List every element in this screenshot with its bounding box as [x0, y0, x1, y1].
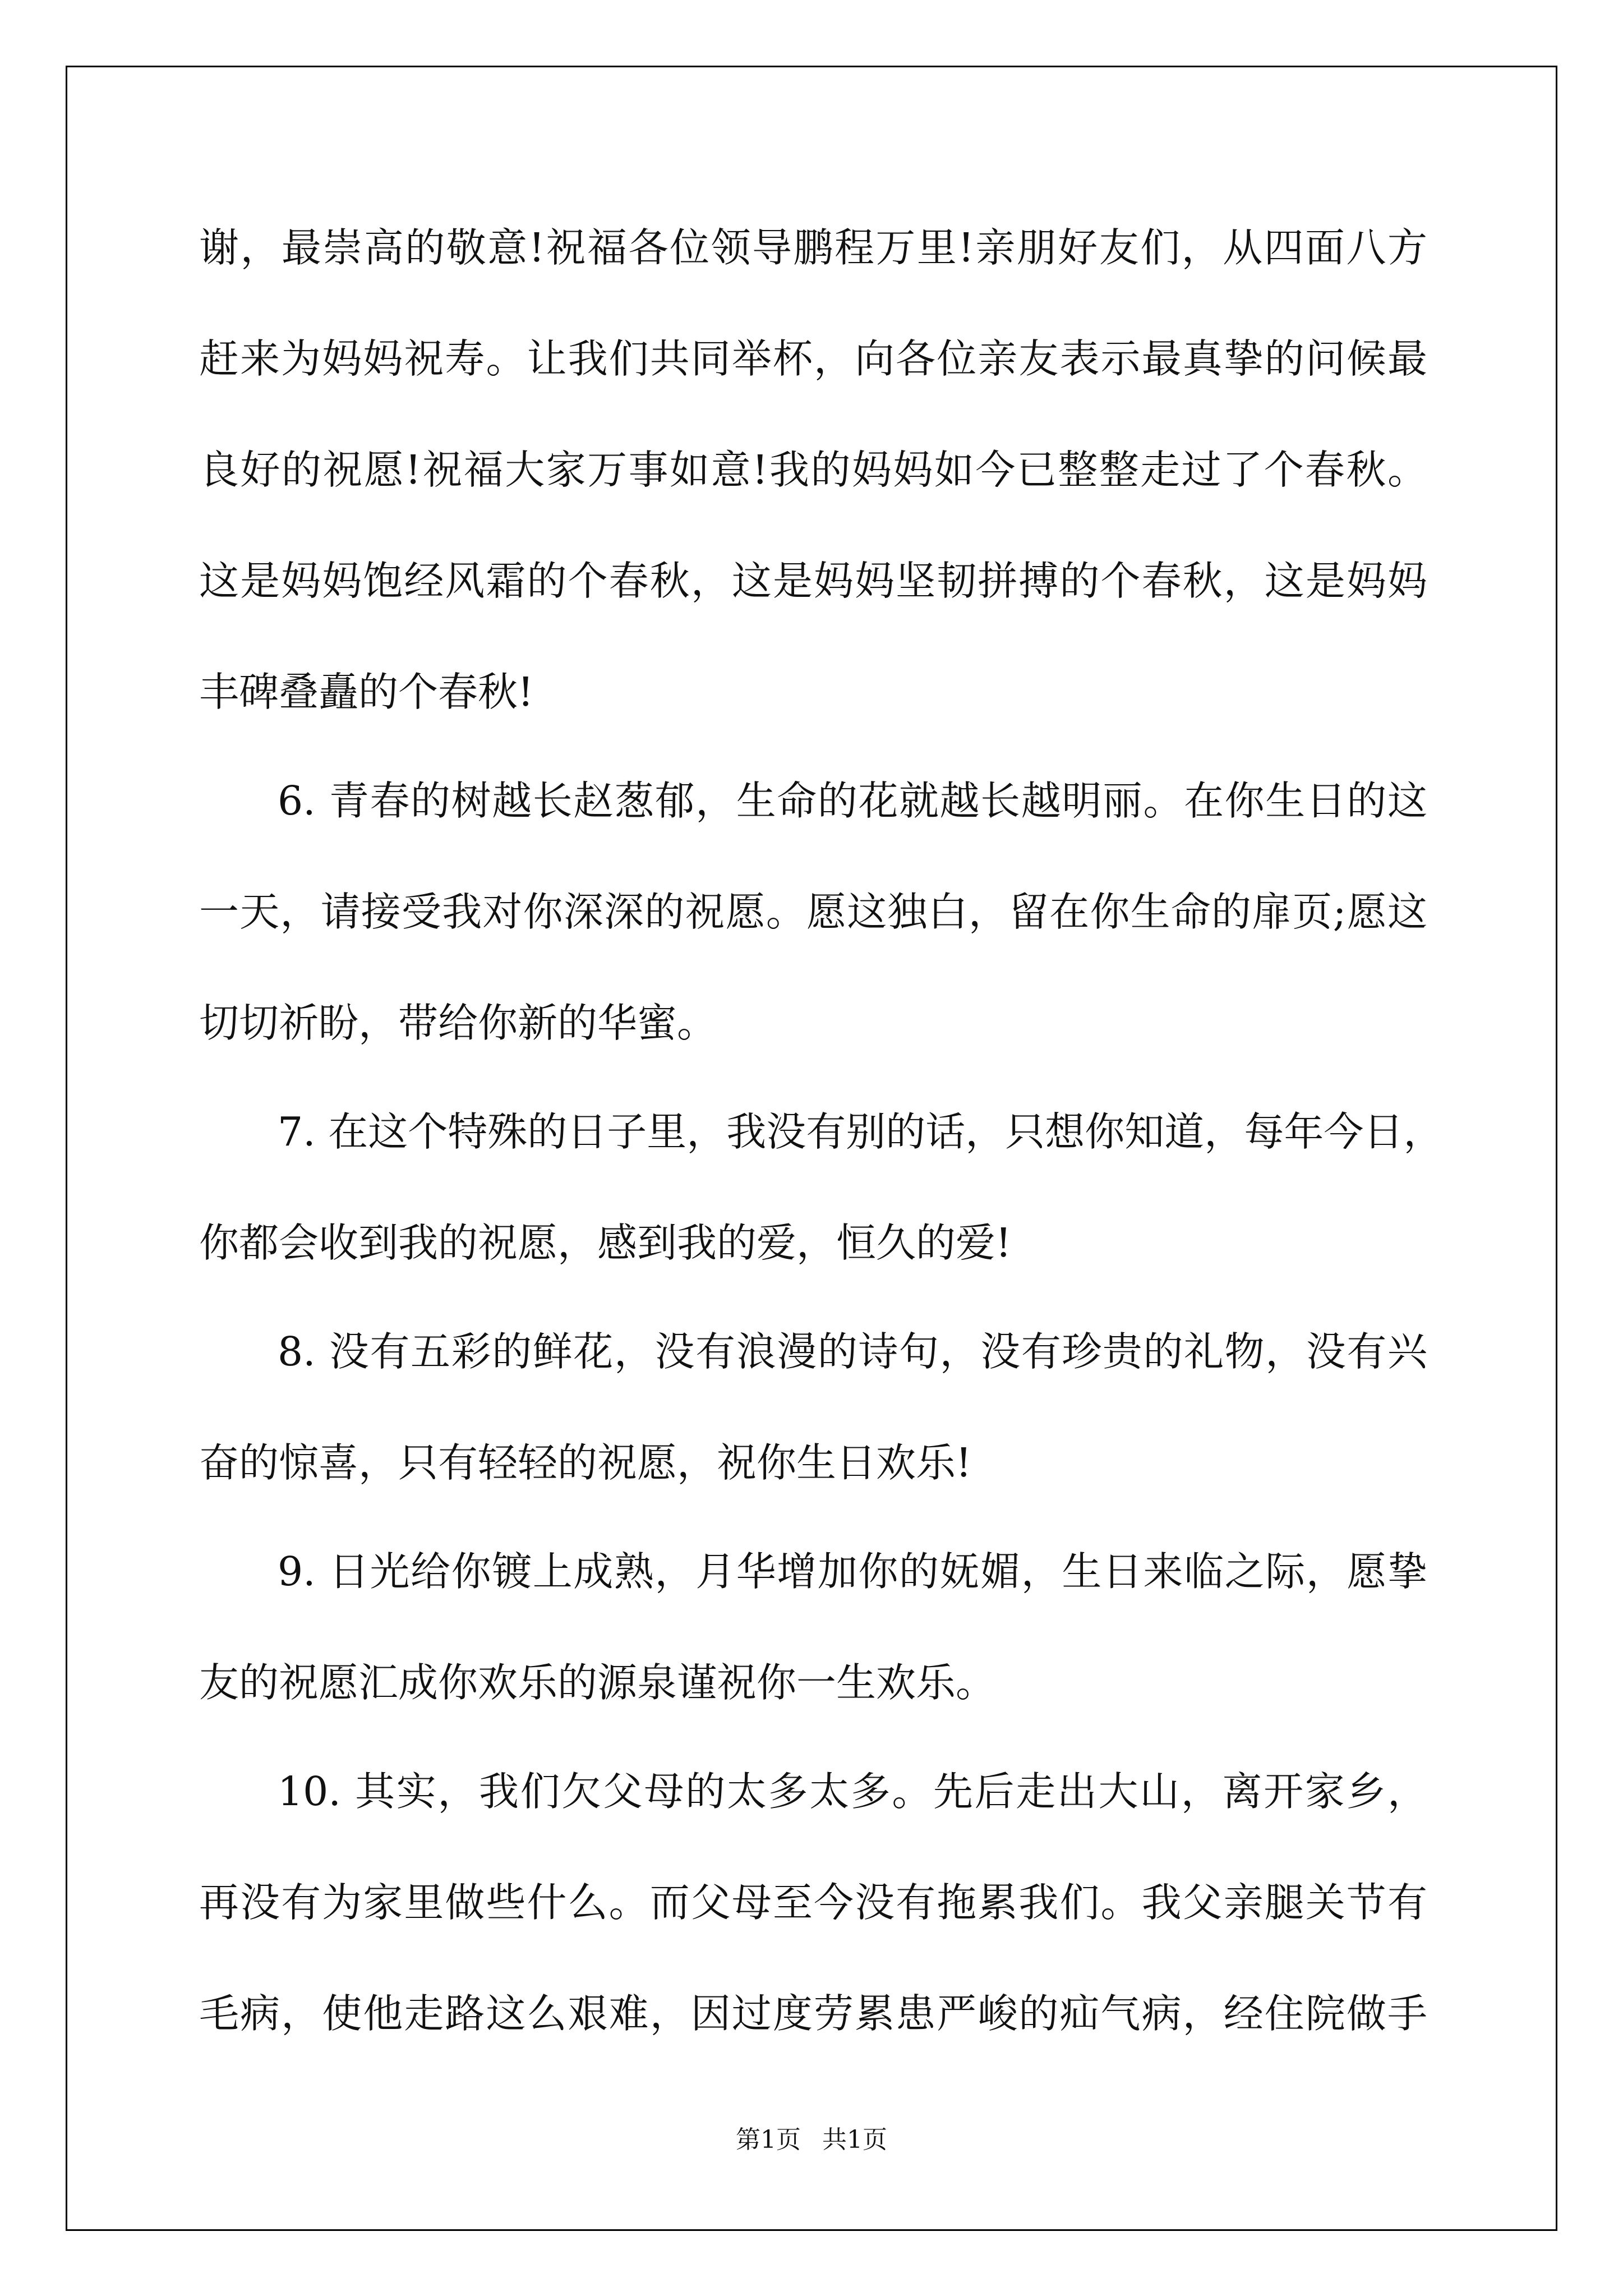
- text-line: 再没有为家里做些什么。而父母至今没有拖累我们。我父亲腿关节有: [199, 1879, 1427, 1926]
- text-line: 良好的祝愿!祝福大家万事如意!我的妈妈如今已整整走过了个春秋。: [199, 447, 1427, 493]
- paragraph-8-line-1: 8. 没有五彩的鲜花，没有浪漫的诗句，没有珍贵的礼物，没有兴: [278, 1328, 1427, 1375]
- page-total: 共1页: [822, 2125, 887, 2154]
- text-line: 赶来为妈妈祝寿。让我们共同举杯，向各位亲友表示最真挚的问候最: [199, 335, 1427, 382]
- page-footer: [0, 2123, 1623, 2157]
- text-line: 你都会收到我的祝愿，感到我的爱，恒久的爱!: [199, 1220, 1012, 1266]
- paragraph-7-line-1: 7. 在这个特殊的日子里，我没有别的话，只想你知道，每年今日，: [278, 1108, 1444, 1155]
- text-line: 奋的惊喜，只有轻轻的祝愿，祝你生日欢乐!: [199, 1439, 972, 1486]
- text-line: 谢，最崇高的敬意!祝福各位领导鹏程万里!亲朋好友们，从四面八方: [199, 224, 1427, 271]
- text-line: 一天，请接受我对你深深的祝愿。愿这独白，留在你生命的扉页;愿这: [199, 889, 1427, 935]
- text-line: 这是妈妈饱经风霜的个春秋，这是妈妈坚韧拼搏的个春秋，这是妈妈: [199, 558, 1427, 604]
- paragraph-10-line-1: 10. 其实，我们欠父母的太多太多。先后走出大山，离开家乡，: [278, 1768, 1427, 1815]
- page-number: 第1页: [736, 2125, 801, 2154]
- paragraph-9-line-1: 9. 日光给你镀上成熟，月华增加你的妩媚，生日来临之际，愿挚: [278, 1548, 1427, 1595]
- text-line: 切切祈盼，带给你新的华蜜。: [199, 1000, 717, 1046]
- text-line: 毛病，使他走路这么艰难，因过度劳累患严峻的疝气病，经住院做手: [199, 1990, 1427, 2037]
- text-line: 丰碑叠矗的个春秋!: [199, 669, 534, 715]
- text-line: 友的祝愿汇成你欢乐的源泉谨祝你一生欢乐。: [199, 1659, 996, 1706]
- paragraph-6-line-1: 6. 青春的树越长赵葱郁，生命的花就越长越明丽。在你生日的这: [278, 777, 1427, 824]
